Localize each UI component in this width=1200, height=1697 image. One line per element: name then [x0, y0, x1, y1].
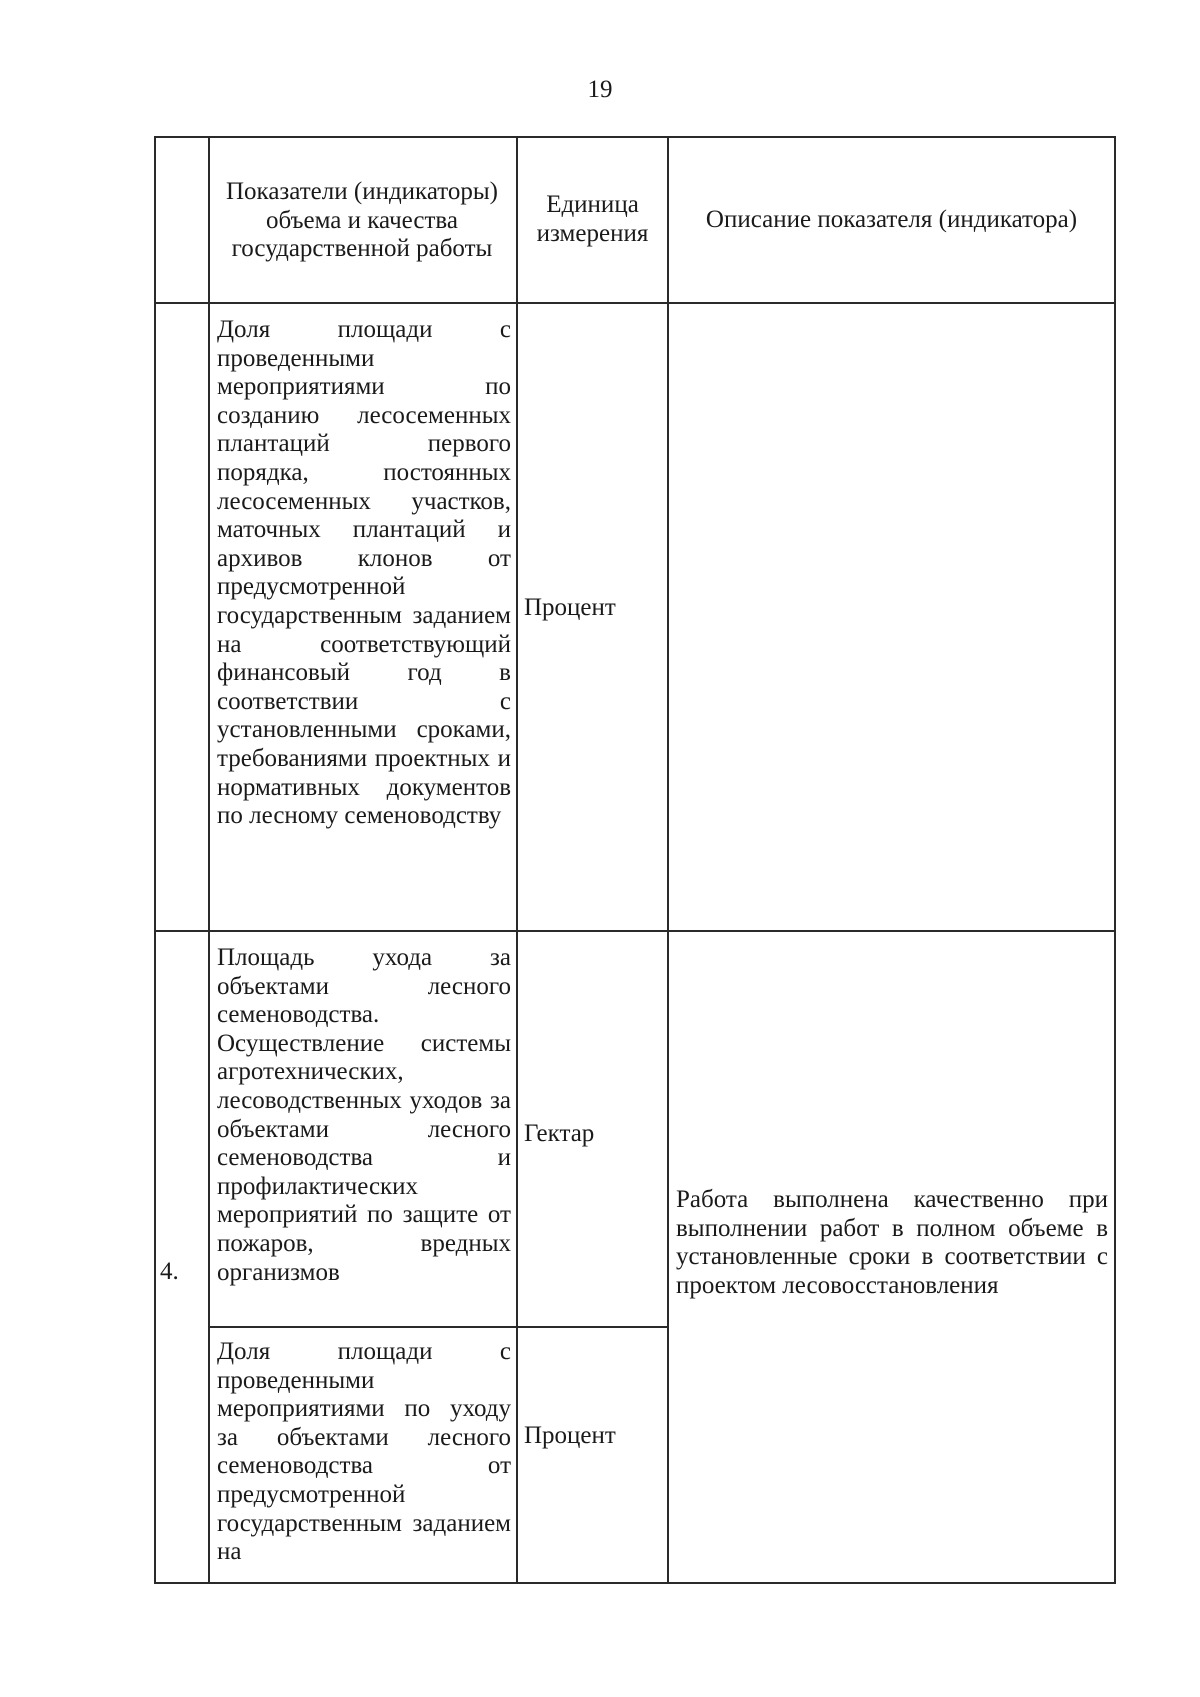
- header-unit-cell: Единица измерения: [536, 191, 649, 247]
- table-border-left: [154, 136, 156, 1584]
- row-divider-1: [154, 930, 1116, 932]
- row-1-indicator-cell: Доля площади с проведенными мероприятиями по созданию лесосеменных плантаций первого порядка, постоянных лесосеменных участков, маточных плантаций и архивов клонов от предусмотренной государственным заданием на соответствующий финансовый год в соответствии с установленными сроками, требованиями проектных и нормативных документов по лесному семеноводству: [217, 316, 511, 830]
- table-border-bottom: [154, 1582, 1116, 1584]
- column-divider-2: [516, 136, 518, 1584]
- table-border-right: [1114, 136, 1116, 1584]
- page-number: 19: [587, 76, 613, 103]
- row-3-indicator-cell: Доля площади с проведенными мероприятиями по уходу за объектами лесного семеноводства от предусмотренной государственным заданием на: [217, 1338, 511, 1566]
- row-1-unit-cell: Процент: [524, 594, 616, 621]
- row-2-description-cell: Работа выполнена качественно при выполнении работ в полном объеме в установленные сроки в соответствии с проектом лесовосстановления: [676, 1186, 1108, 1299]
- row-divider-2: [208, 1326, 668, 1328]
- row-2-indicator-cell: Площадь ухода за объектами лесного семеноводства. Осуществление системы агротехнических, лесоводственных уходов за объектами лесного семеноводства и профилактических мероприятий по защите от пожаров, вредных организмов: [217, 944, 511, 1286]
- row-3-unit-cell: Процент: [524, 1422, 616, 1449]
- column-divider-1: [208, 136, 210, 1584]
- row-2-number-cell: 4.: [160, 1258, 179, 1285]
- row-2-unit-cell: Гектар: [524, 1120, 595, 1147]
- header-row-divider: [154, 302, 1116, 304]
- header-description-cell: Описание показателя (индикатора): [705, 205, 1078, 233]
- indicators-table: [154, 136, 1116, 1584]
- header-number-cell: [156, 138, 208, 302]
- column-divider-3: [667, 136, 669, 1584]
- header-indicator-cell: Показатели (индикаторы) объема и качества государственной работы: [226, 178, 498, 263]
